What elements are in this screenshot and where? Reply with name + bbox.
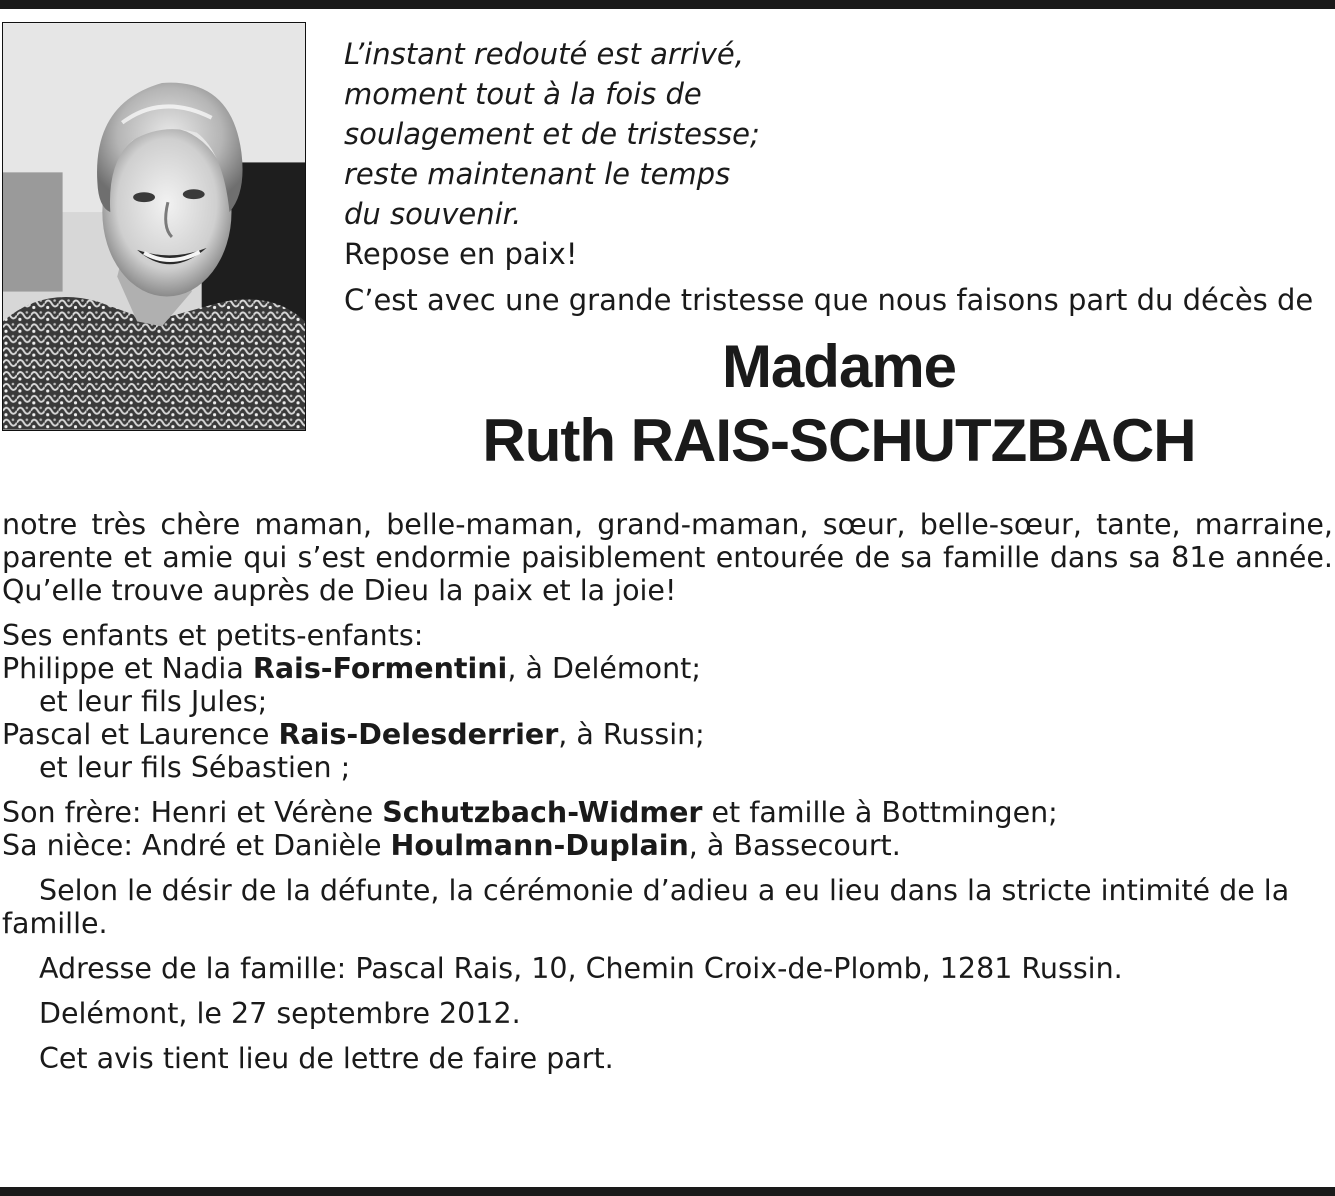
bottom-rule	[0, 1187, 1335, 1196]
announcement-intro: C’est avec une grande tristesse que nous faisons part du décès de	[344, 283, 1314, 317]
poem-line: soulagement et de tristesse;	[344, 117, 760, 151]
notice-closing: Cet avis tient lieu de lettre de faire part.	[39, 1042, 614, 1075]
ceremony-text: Selon le désir de la défunte, la cérémonie d’adieu a eu lieu dans la stricte intimité de la famille.	[2, 874, 1290, 940]
portrait-photo	[2, 22, 306, 431]
family-niece: Sa nièce: André et Danièle Houlmann-Duplain, à Bassecourt.	[2, 829, 901, 862]
deceased-title: Madame	[721, 333, 957, 400]
poem-closing: Repose en paix!	[344, 237, 578, 271]
family-brother: Son frère: Henri et Vérène Schutzbach-Widmer et famille à Bottmingen;	[2, 796, 1058, 829]
deceased-name-block	[344, 330, 1334, 478]
top-rule	[0, 0, 1335, 9]
notice-body	[2, 508, 1333, 1075]
family-member: Pascal et Laurence Rais-Delesderrier, à Russin;	[2, 718, 705, 751]
poem-line: reste maintenant le temps	[344, 157, 731, 191]
family-child: et leur fils Sébastien ;	[39, 751, 351, 784]
poem-line: L’instant redouté est arrivé,	[344, 37, 744, 71]
family-member: Philippe et Nadia Rais-Formentini, à Delémont;	[2, 652, 701, 685]
family-address: Adresse de la famille: Pascal Rais, 10, Chemin Croix-de-Plomb, 1281 Russin.	[39, 952, 1123, 985]
family-heading: Ses enfants et petits-enfants:	[2, 619, 424, 652]
poem-line: du souvenir.	[344, 197, 522, 231]
deceased-name: Ruth RAIS-SCHUTZBACH	[482, 407, 1196, 474]
poem	[344, 34, 1329, 274]
portrait-photo-illustration	[3, 23, 305, 430]
poem-line: moment tout à la fois de	[344, 77, 702, 111]
place-date: Delémont, le 27 septembre 2012.	[39, 997, 521, 1030]
family-child: et leur fils Jules;	[39, 685, 268, 718]
deceased-description: notre très chère maman, belle-maman, grand-maman, sœur, belle-sœur, tante, marraine, parente et amie qui s’est endormie paisiblement entourée de sa famille dans sa 81e année. Qu’elle trouve auprès de Dieu la paix et la joie!	[2, 508, 1333, 607]
